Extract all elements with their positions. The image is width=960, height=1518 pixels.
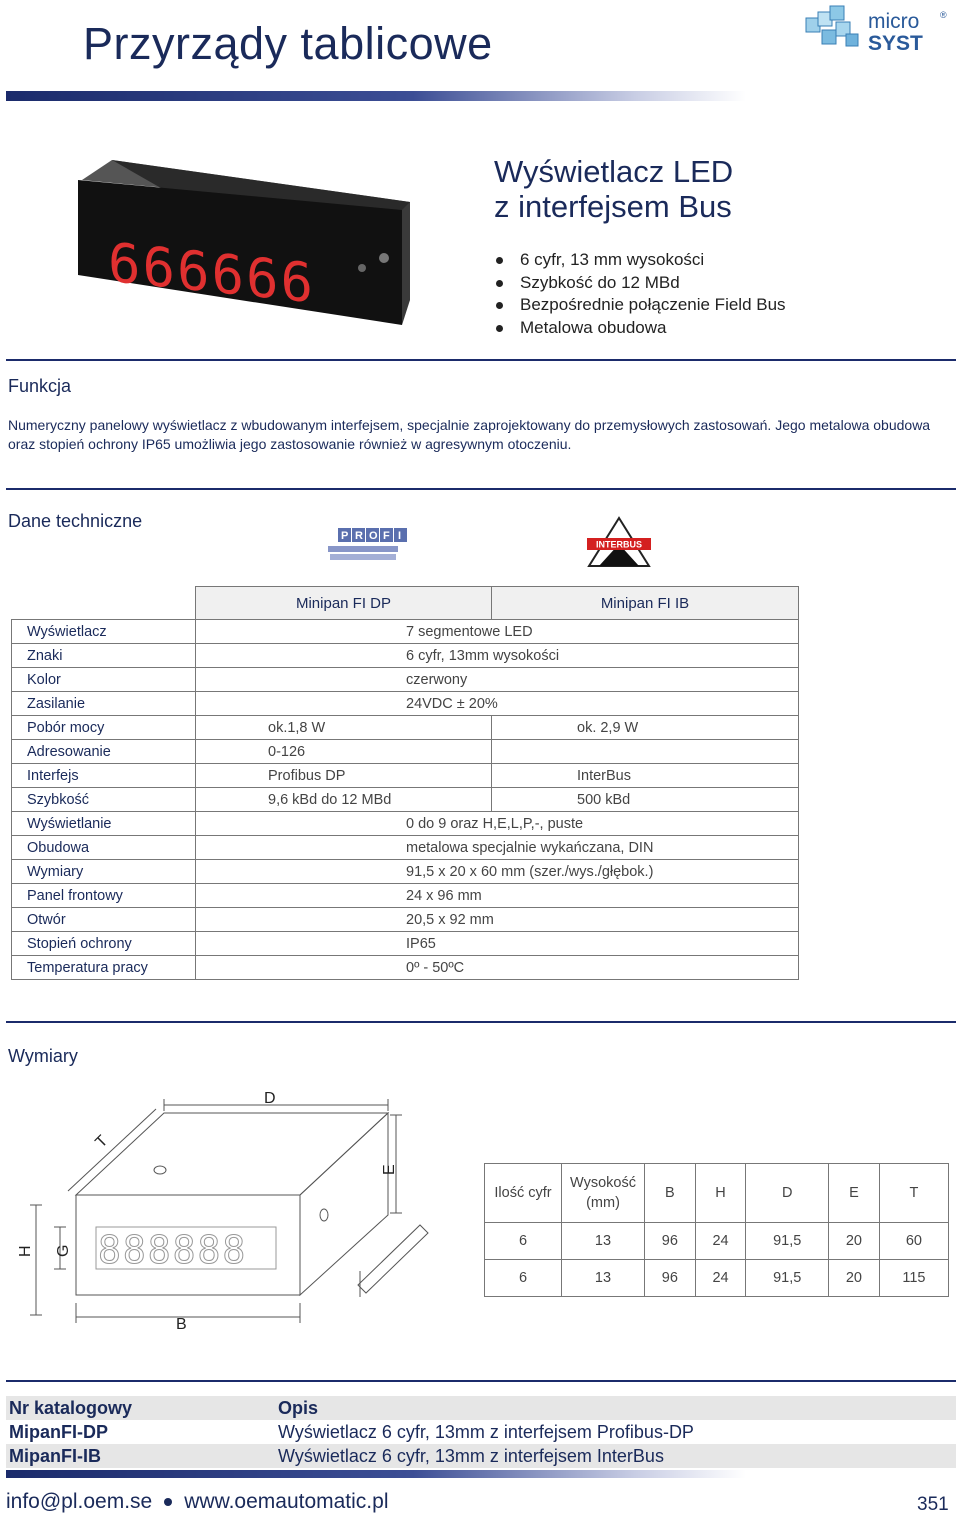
funkcja-text: Numeryczny panelowy wyświetlacz z wbudowanym interfejsem, specjalnie zaprojektowany do przemysłowych zastosowań. Jego metalowa obudowa oraz stopień ochrony IP65 umożliwia jego zastosowanie również w agresywnym otoczeniu. bbox=[8, 417, 931, 452]
catalog-row bbox=[6, 1444, 956, 1468]
product-title-line1: Wyświetlacz LED bbox=[494, 154, 734, 189]
dim-label-h: H bbox=[17, 1245, 34, 1257]
spec-label: Wyświetlacz bbox=[12, 620, 196, 644]
footer-bar bbox=[6, 1470, 746, 1478]
spec-label: Otwór bbox=[12, 908, 196, 932]
catalog-code: MipanFI-DP bbox=[9, 1422, 108, 1442]
svg-text:I: I bbox=[398, 530, 402, 542]
spec-value: 20,5 x 92 mm bbox=[196, 908, 799, 932]
product-photo bbox=[72, 150, 412, 330]
spec-label: Stopień ochrony bbox=[12, 932, 196, 956]
microsyst-logo bbox=[800, 4, 950, 56]
dim-label-e: E bbox=[381, 1164, 398, 1175]
feature-item: 6 cyfr, 13 mm wysokości bbox=[496, 249, 786, 272]
spec-value: metalowa specjalnie wykańczana, DIN bbox=[196, 836, 799, 860]
dim-header: Ilość cyfr bbox=[485, 1164, 562, 1223]
spec-header-row bbox=[12, 587, 799, 620]
section-divider bbox=[6, 1021, 956, 1023]
spec-table bbox=[11, 586, 799, 980]
dim-label-g: G bbox=[55, 1244, 72, 1257]
catalog-row bbox=[6, 1420, 956, 1444]
spec-label: Kolor bbox=[12, 668, 196, 692]
footer-email[interactable]: info@pl.oem.se bbox=[6, 1490, 153, 1513]
dim-label-t: T bbox=[92, 1132, 112, 1152]
logo-text-syst: SYST bbox=[868, 32, 923, 55]
spec-value: czerwony bbox=[196, 668, 799, 692]
dim-header: H bbox=[695, 1164, 746, 1223]
dim-label-b: B bbox=[176, 1316, 187, 1333]
section-divider bbox=[6, 1380, 956, 1382]
footer-website[interactable]: www.oemautomatic.pl bbox=[184, 1490, 389, 1513]
spec-label: Wyświetlanie bbox=[12, 812, 196, 836]
screw-icon bbox=[358, 264, 366, 272]
spec-value: IP65 bbox=[196, 932, 799, 956]
svg-text:O: O bbox=[369, 530, 378, 542]
dimension-table bbox=[484, 1163, 949, 1297]
feature-item: Metalowa obudowa bbox=[496, 317, 786, 340]
dimension-drawing bbox=[8, 1085, 478, 1355]
footer-contact bbox=[6, 1490, 388, 1514]
screw-icon bbox=[379, 253, 389, 263]
catalog-header-row bbox=[6, 1396, 956, 1420]
svg-text:F: F bbox=[383, 530, 390, 542]
dane-heading: Dane techniczne bbox=[8, 511, 143, 531]
dim-header: B bbox=[645, 1164, 696, 1223]
dim-header: D bbox=[746, 1164, 829, 1223]
catalog-code: MipanFI-IB bbox=[9, 1446, 101, 1466]
dim-label-d: D bbox=[264, 1090, 276, 1107]
spec-label: Obudowa bbox=[12, 836, 196, 860]
spec-value: 24VDC ± 20% bbox=[196, 692, 799, 716]
dim-header: E bbox=[829, 1164, 880, 1223]
dim-row: 6 13 96 24 91,5 20 115 bbox=[485, 1260, 949, 1297]
spec-value: 6 cyfr, 13mm wysokości bbox=[196, 644, 799, 668]
profibus-logo bbox=[328, 528, 416, 562]
logo-reg: ® bbox=[940, 10, 947, 20]
digits-outline: 888888 bbox=[98, 1228, 248, 1272]
spec-value-ib: ok. 2,9 W bbox=[492, 716, 799, 740]
spec-label: Pobór mocy bbox=[12, 716, 196, 740]
dim-header: Wysokość (mm) bbox=[562, 1164, 645, 1223]
cube-logo-icon bbox=[806, 6, 858, 46]
spec-label: Zasilanie bbox=[12, 692, 196, 716]
svg-text:R: R bbox=[355, 530, 363, 542]
logo-text-micro: micro bbox=[868, 10, 920, 33]
dim-header: T bbox=[879, 1164, 948, 1223]
spec-value: 24 x 96 mm bbox=[196, 884, 799, 908]
bullet-icon bbox=[164, 1498, 172, 1506]
spec-label: Adresowanie bbox=[12, 740, 196, 764]
feature-list bbox=[496, 249, 786, 339]
wymiary-heading: Wymiary bbox=[8, 1046, 78, 1066]
product-title-line2: z interfejsem Bus bbox=[494, 189, 732, 224]
feature-item: Bezpośrednie połączenie Field Bus bbox=[496, 294, 786, 317]
header-bar bbox=[6, 91, 746, 101]
interbus-text: INTERBUS bbox=[595, 539, 643, 550]
svg-text:P: P bbox=[341, 530, 349, 542]
spec-label: Szybkość bbox=[12, 788, 196, 812]
catalog-desc-header: Opis bbox=[278, 1398, 319, 1418]
spec-label: Panel frontowy bbox=[12, 884, 196, 908]
feature-item: Szybkość do 12 MBd bbox=[496, 272, 786, 295]
spec-col-header: Minipan FI IB bbox=[492, 587, 799, 620]
catalog-desc: Wyświetlacz 6 cyfr, 13mm z interfejsem InterBus bbox=[278, 1446, 664, 1466]
dim-row: 6 13 96 24 91,5 20 60 bbox=[485, 1223, 949, 1260]
section-divider bbox=[6, 488, 956, 490]
spec-value: 91,5 x 20 x 60 mm (szer./wys./głębok.) bbox=[196, 860, 799, 884]
page-number: 351 bbox=[917, 1494, 949, 1515]
spec-label: Temperatura pracy bbox=[12, 956, 196, 980]
spec-value: 7 segmentowe LED bbox=[196, 620, 799, 644]
page-title: Przyrządy tablicowe bbox=[83, 18, 493, 69]
spec-value-dp: Profibus DP bbox=[196, 764, 492, 788]
catalog-desc: Wyświetlacz 6 cyfr, 13mm z interfejsem Profibus-DP bbox=[278, 1422, 694, 1442]
funkcja-heading: Funkcja bbox=[8, 376, 72, 396]
spec-value: 0º - 50ºC bbox=[196, 956, 799, 980]
spec-label: Znaki bbox=[12, 644, 196, 668]
spec-value-ib: InterBus bbox=[492, 764, 799, 788]
section-divider bbox=[6, 359, 956, 361]
spec-value-dp: 0-126 bbox=[196, 740, 492, 764]
spec-value-ib: 500 kBd bbox=[492, 788, 799, 812]
interbus-logo bbox=[585, 514, 653, 570]
catalog-code-header: Nr katalogowy bbox=[9, 1398, 133, 1418]
spec-value: 0 do 9 oraz H,E,L,P,-, puste bbox=[196, 812, 799, 836]
spec-col-header: Minipan FI DP bbox=[196, 587, 492, 620]
spec-value-dp: 9,6 kBd do 12 MBd bbox=[196, 788, 492, 812]
product-title bbox=[494, 154, 733, 224]
led-digits: 666666 bbox=[108, 230, 315, 316]
spec-label: Interfejs bbox=[12, 764, 196, 788]
spec-value-ib bbox=[492, 740, 799, 764]
spec-label: Wymiary bbox=[12, 860, 196, 884]
spec-value-dp: ok.1,8 W bbox=[196, 716, 492, 740]
